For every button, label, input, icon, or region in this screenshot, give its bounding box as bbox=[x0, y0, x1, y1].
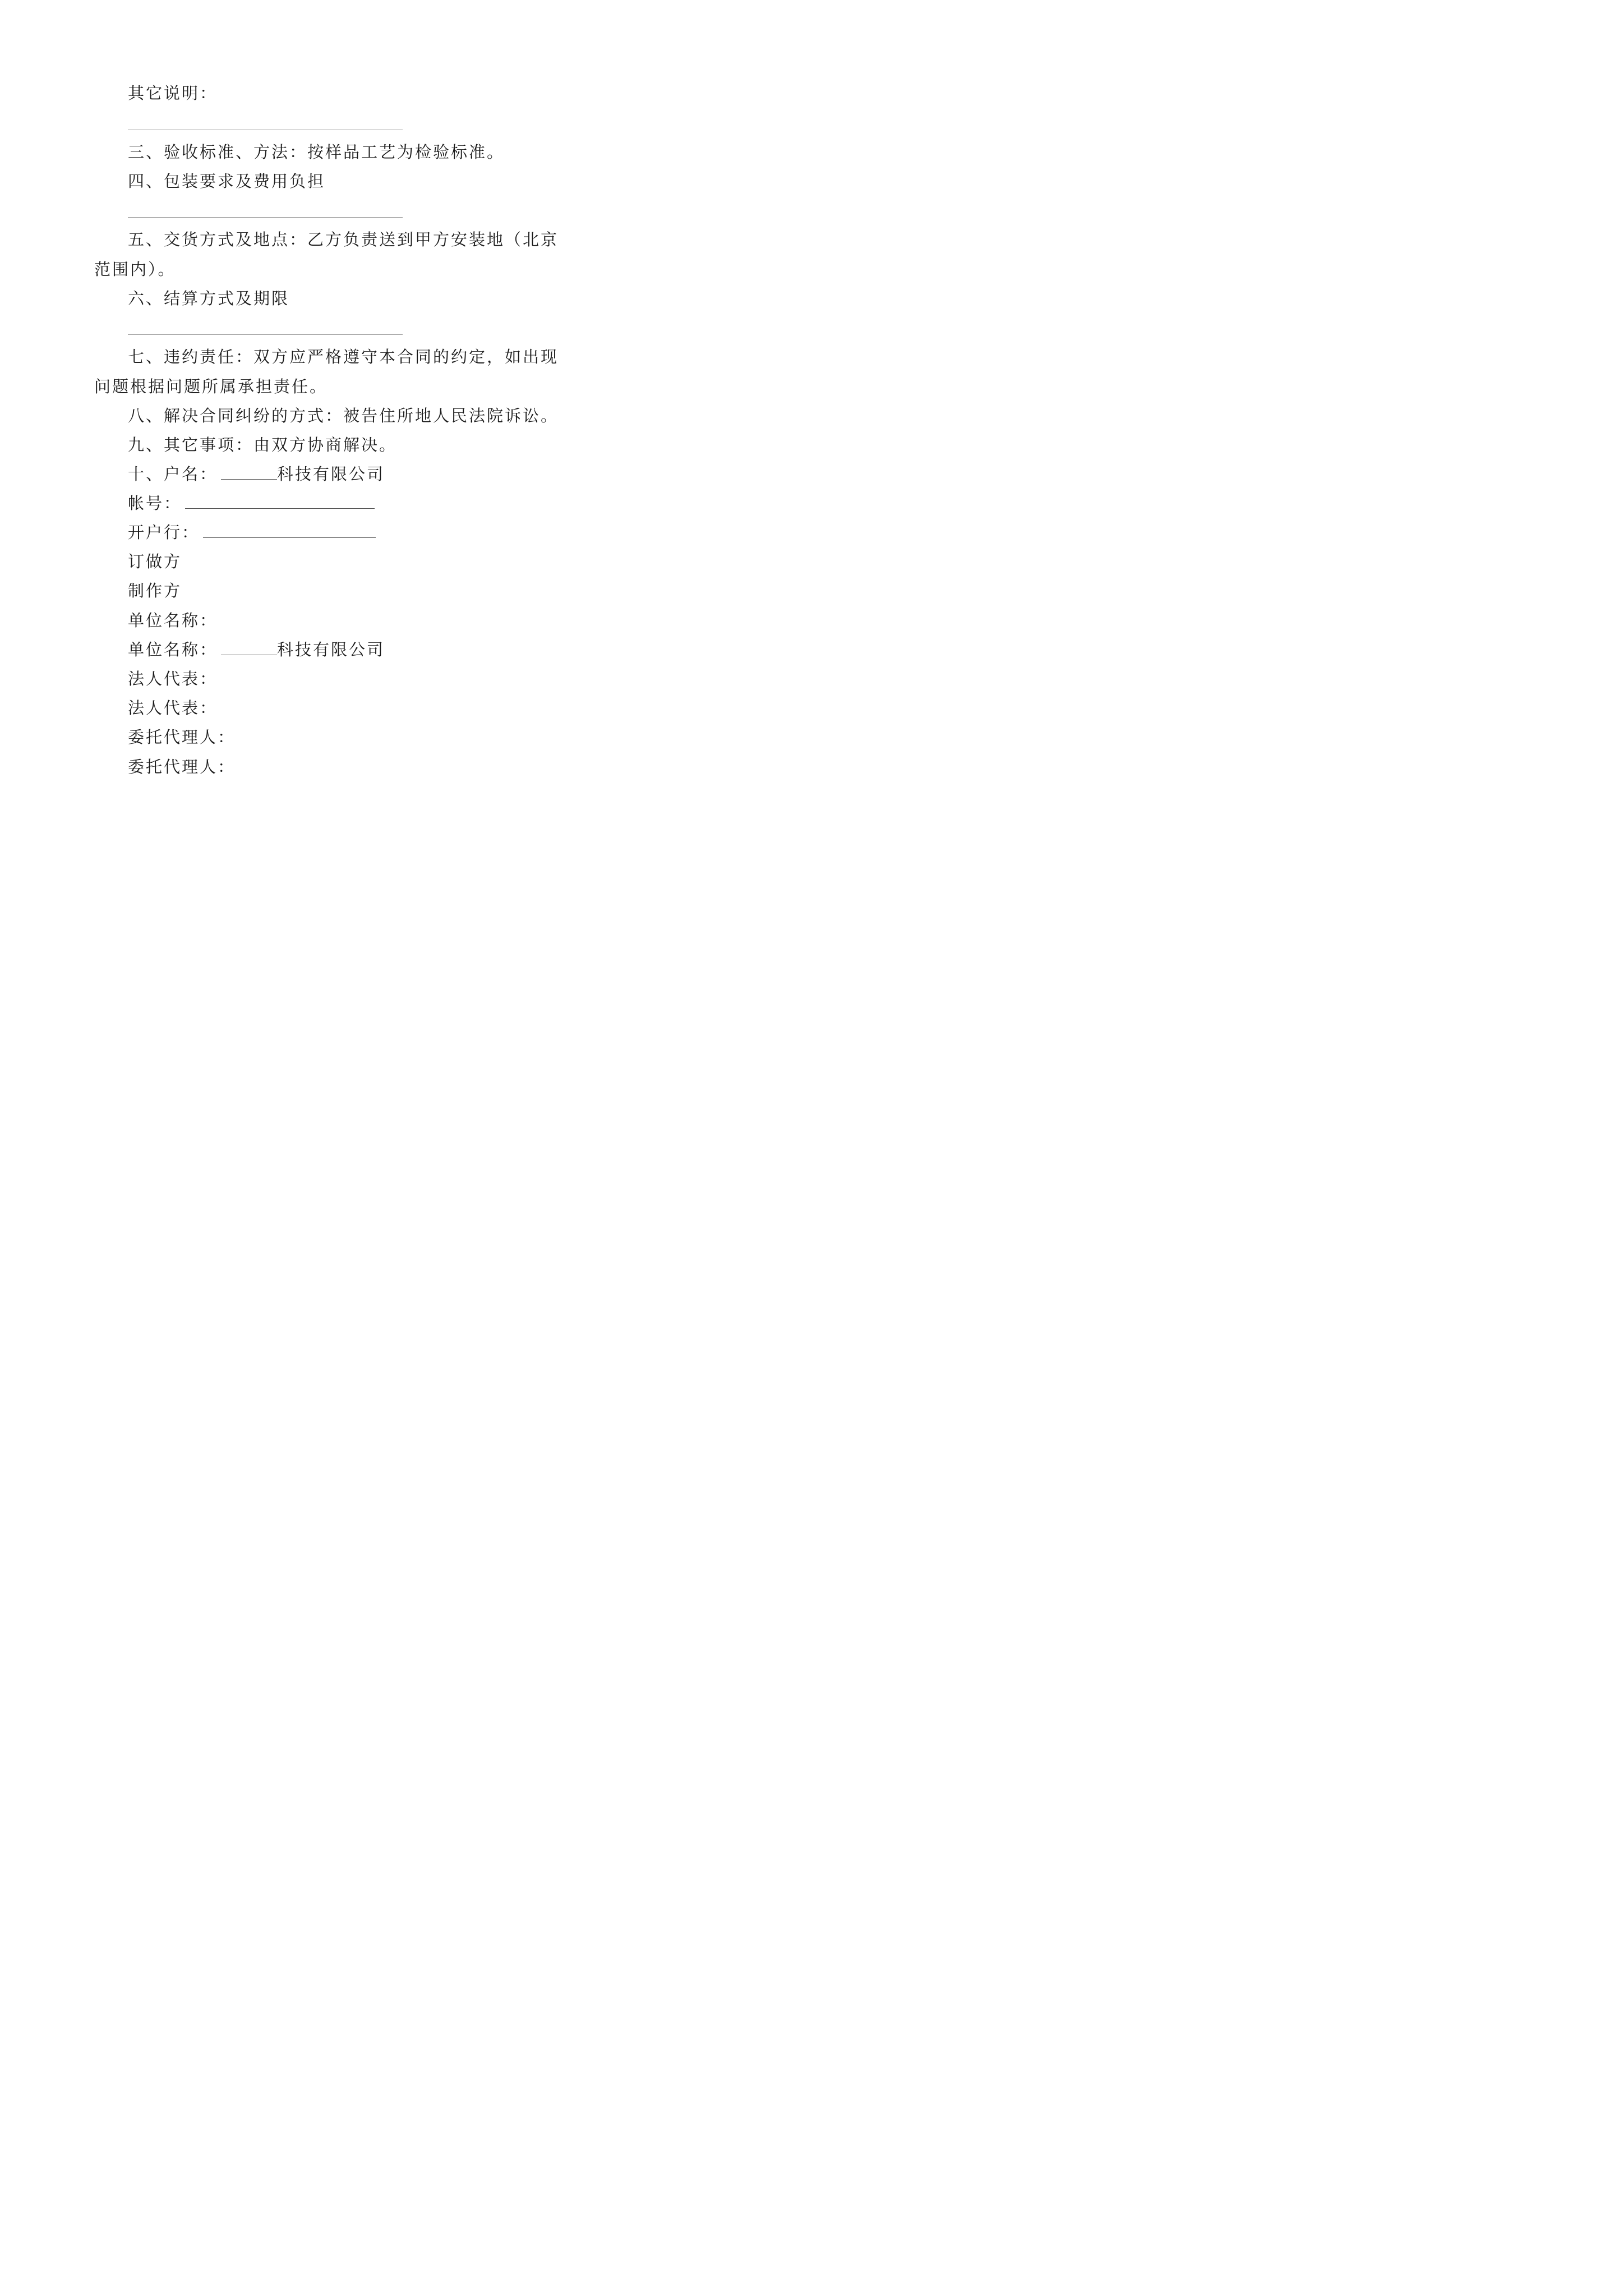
clause-8-disputes: 八、解决合同纠纷的方式：被告住所地人民法院诉讼。 bbox=[128, 406, 559, 425]
unit-name-maker bbox=[128, 639, 385, 660]
clause-7-breach-line2: 问题根据问题所属承担责任。 bbox=[94, 377, 328, 396]
clause-3-acceptance: 三、验收标准、方法：按样品工艺为检验标准。 bbox=[128, 142, 505, 162]
clause-7-breach-line1: 七、违约责任：双方应严格遵守本合同的约定，如出现 bbox=[128, 347, 559, 366]
agent-maker: 委托代理人： bbox=[128, 757, 236, 776]
clause-5-delivery-line2: 范围内）。 bbox=[94, 260, 176, 279]
account-name-blank bbox=[221, 466, 277, 480]
account-number-row bbox=[128, 493, 375, 513]
bank-blank bbox=[203, 524, 376, 538]
unit-name-orderer: 单位名称： bbox=[128, 611, 218, 630]
clause-5-delivery-line1: 五、交货方式及地点：乙方负责送到甲方安装地（北京 bbox=[128, 230, 559, 249]
unit-name-maker-label: 单位名称： bbox=[128, 640, 218, 659]
legal-rep-maker: 法人代表： bbox=[128, 698, 218, 717]
clause-9-other-matters: 九、其它事项：由双方协商解决。 bbox=[128, 435, 398, 454]
agent-orderer: 委托代理人： bbox=[128, 728, 236, 747]
legal-rep-orderer: 法人代表： bbox=[128, 669, 218, 688]
clause-10-account-name bbox=[128, 464, 385, 484]
unit-name-maker-blank bbox=[221, 641, 277, 655]
account-name-label: 十、户名： bbox=[128, 464, 218, 484]
clause-4-packaging: 四、包装要求及费用负担 bbox=[128, 172, 326, 191]
settlement-fill-line bbox=[128, 334, 403, 335]
bank-row bbox=[128, 522, 376, 542]
orderer-label: 订做方 bbox=[128, 552, 182, 571]
packaging-fill-line bbox=[128, 217, 403, 218]
other-notes-label: 其它说明： bbox=[128, 84, 218, 103]
maker-label: 制作方 bbox=[128, 581, 182, 600]
account-name-suffix: 科技有限公司 bbox=[277, 464, 385, 484]
clause-6-settlement: 六、结算方式及期限 bbox=[128, 289, 290, 308]
account-number-label: 帐号： bbox=[128, 494, 182, 513]
bank-label: 开户行： bbox=[128, 523, 200, 542]
unit-name-maker-suffix: 科技有限公司 bbox=[277, 640, 385, 659]
account-number-blank bbox=[185, 495, 375, 509]
